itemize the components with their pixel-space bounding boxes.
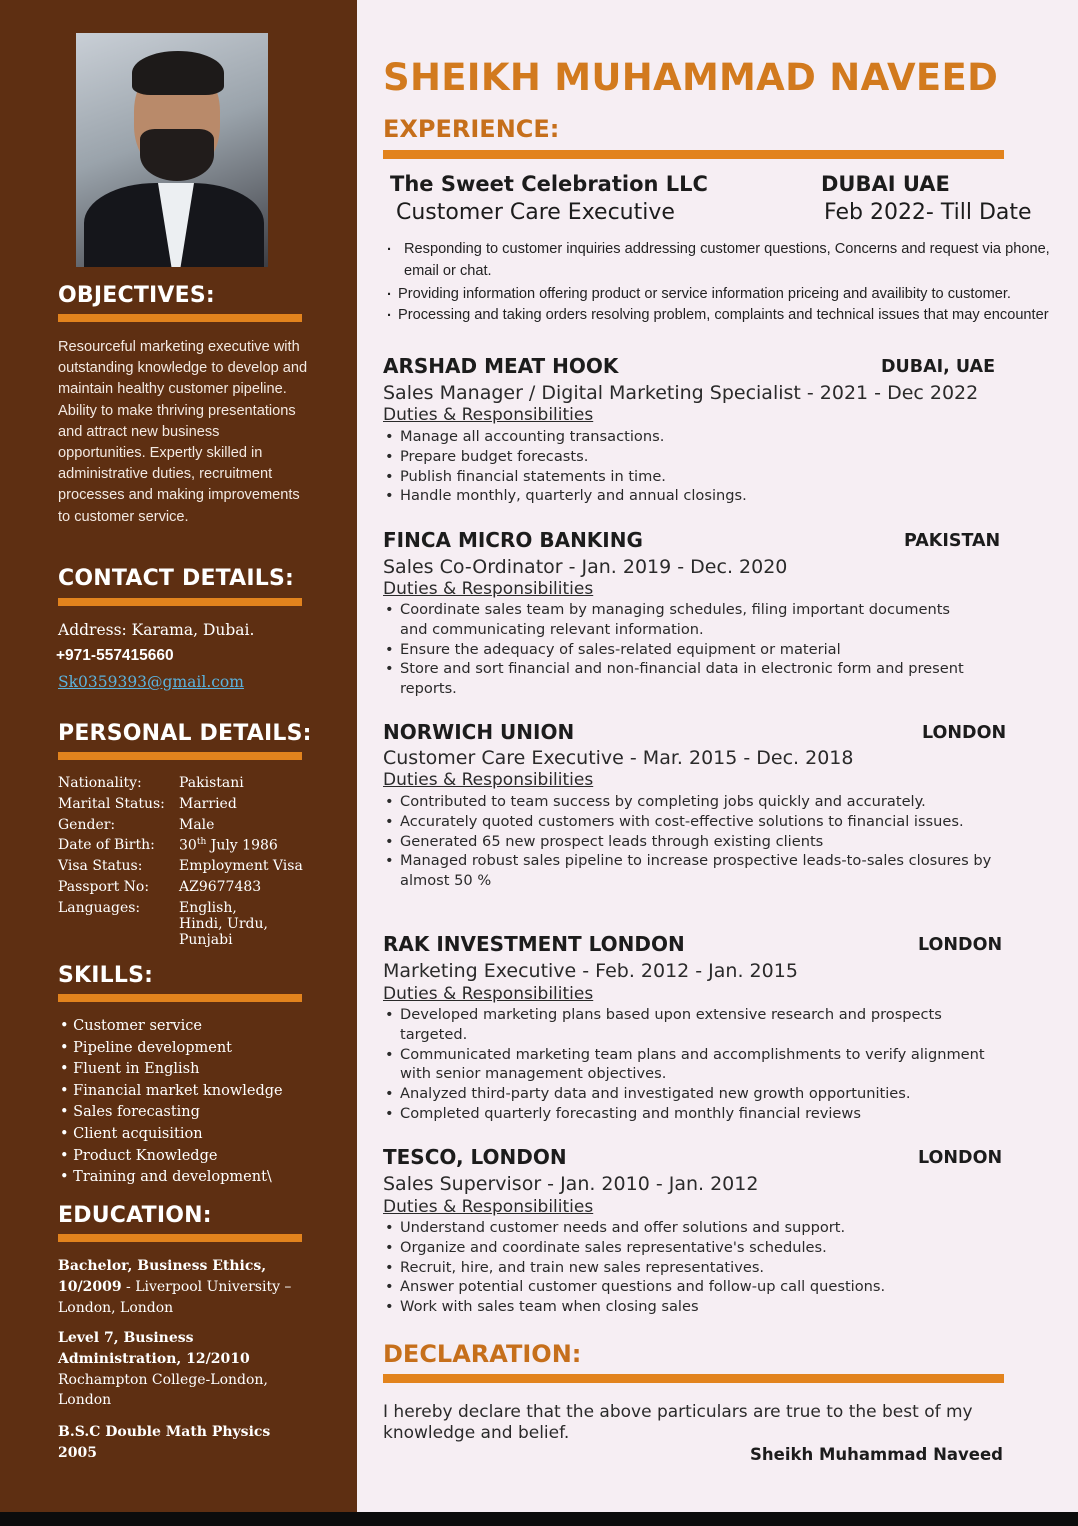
job-bullet: • Prepare budget forecasts. (383, 447, 1003, 467)
email-link[interactable]: Sk0359393@gmail.com (58, 673, 244, 691)
job-company: NORWICH UNION (383, 720, 575, 744)
education-item: B.S.C Double Math Physics 2005 (58, 1424, 271, 1461)
personal-row (58, 879, 262, 895)
personal-row (58, 817, 215, 833)
job-location: LONDON (922, 723, 1007, 743)
education-heading: EDUCATION: (58, 1203, 212, 1228)
job-bullet: • Answer potential customer questions and follow-up call questions. (383, 1277, 1003, 1297)
personal-row (58, 837, 278, 854)
job-bullets (383, 427, 1003, 506)
personal-value: AZ9677483 (179, 879, 262, 895)
personal-row (58, 858, 303, 874)
duties-label: Duties & Responsibilities (383, 1197, 594, 1217)
personal-label: Nationality: (58, 775, 142, 791)
job-bullet: • Publish financial statements in time. (383, 467, 1003, 487)
objectives-text: Resourceful marketing executive with outstanding knowledge to develop and maintain healthy customer pipeline. Ability to make thriving presentations and attract new business opportunities. Expertly skilled in administrative duties, recruitment processes and making improvements to customer service. (58, 339, 308, 525)
job-bullets (383, 600, 973, 699)
signature: Sheikh Muhammad Naveed (750, 1445, 1003, 1464)
job-bullet: • Organize and coordinate sales representative's schedules. (383, 1238, 1003, 1258)
job-bullet: . Responding to customer inquiries addressing customer questions, Concerns and request via phone, email or chat. (385, 238, 1057, 283)
skills-rule (58, 994, 302, 1002)
objectives-heading: OBJECTIVES: (58, 283, 215, 308)
job-location: LONDON (918, 1148, 1003, 1168)
job-company: The Sweet Celebration LLC (390, 172, 708, 196)
job-role: Sales Supervisor - Jan. 2010 - Jan. 2012 (383, 1173, 759, 1195)
job-role: Sales Co-Ordinator - Jan. 2019 - Dec. 2020 (383, 556, 788, 578)
job-company: ARSHAD MEAT HOOK (383, 354, 619, 378)
job-role: Customer Care Executive - Mar. 2015 - Dec. 2018 (383, 747, 854, 769)
declaration-rule (383, 1374, 1004, 1383)
duties-label: Duties & Responsibilities (383, 579, 594, 599)
objectives-rule (58, 314, 302, 322)
job-bullet: • Completed quarterly forecasting and monthly financial reviews (383, 1104, 1003, 1124)
job-role: Marketing Executive - Feb. 2012 - Jan. 2015 (383, 960, 798, 982)
job-bullet: . Providing information offering product or service information priceing and availibity to customer. (385, 283, 1057, 305)
duties-label: Duties & Responsibilities (383, 770, 594, 790)
duties-label: Duties & Responsibilities (383, 984, 594, 1004)
profile-photo (76, 33, 268, 267)
job-bullet: • Manage all accounting transactions. (383, 427, 1003, 447)
job-bullets (385, 238, 1057, 325)
experience-rule (383, 150, 1004, 159)
job-location: LONDON (918, 935, 1003, 955)
job-bullets (383, 792, 1003, 891)
skill-item: • Pipeline development (60, 1040, 233, 1056)
personal-value: Male (179, 817, 215, 833)
personal-row (58, 775, 244, 791)
job-bullet: • Communicated marketing team plans and accomplishments to verify alignment with senior management objectives. (383, 1045, 1003, 1085)
skill-item: • Training and development\ (60, 1169, 272, 1185)
job-location: DUBAI UAE (821, 172, 950, 196)
job-bullet: • Developed marketing plans based upon extensive research and prospects targeted. (383, 1005, 1003, 1045)
personal-label: Visa Status: (58, 858, 143, 874)
personal-value: Employment Visa (179, 858, 303, 874)
phone-text: +971-557415660 (56, 647, 174, 664)
personal-value: English, Hindi, Urdu, Punjabi (179, 900, 268, 948)
job-role: Sales Manager / Digital Marketing Specialist - 2021 - Dec 2022 (383, 382, 979, 404)
address-text: Address: Karama, Dubai. (58, 621, 255, 639)
skill-item: • Financial market knowledge (60, 1083, 283, 1099)
job-bullet: • Managed robust sales pipeline to increase prospective leads-to-sales closures by almost 50 % (383, 851, 1003, 891)
personal-row (58, 796, 237, 812)
skill-item: • Sales forecasting (60, 1104, 200, 1120)
job-bullets (383, 1218, 1003, 1317)
job-date: Feb 2022- Till Date (824, 200, 1032, 225)
job-bullet: • Handle monthly, quarterly and annual closings. (383, 486, 1003, 506)
job-bullet: • Generated 65 new prospect leads through existing clients (383, 832, 1003, 852)
education-item: Level 7, Business Administration, 12/2010 Rochampton College-London, London (58, 1330, 268, 1409)
job-bullet: • Work with sales team when closing sales (383, 1297, 1003, 1317)
skill-item: • Client acquisition (60, 1126, 203, 1142)
job-bullet: • Coordinate sales team by managing schedules, filing important documents and communicating relevant information. (383, 600, 973, 640)
personal-label: Date of Birth: (58, 837, 155, 853)
skills-heading: SKILLS: (58, 963, 154, 988)
experience-heading: EXPERIENCE: (383, 115, 560, 143)
contact-rule (58, 598, 302, 606)
personal-label: Marital Status: (58, 796, 165, 812)
job-bullet: . Processing and taking orders resolving problem, complaints and technical issues that may encounter (385, 305, 1057, 325)
declaration-heading: DECLARATION: (383, 1340, 582, 1368)
job-bullets (383, 1005, 1003, 1124)
declaration-text: I hereby declare that the above particulars are true to the best of my knowledge and belief. (383, 1402, 973, 1443)
job-location: PAKISTAN (904, 531, 1001, 551)
personal-label: Gender: (58, 817, 116, 833)
job-company: FINCA MICRO BANKING (383, 528, 643, 552)
personal-rule (58, 752, 302, 760)
job-bullet: • Recruit, hire, and train new sales representatives. (383, 1258, 1003, 1278)
candidate-name: SHEIKH MUHAMMAD NAVEED (383, 56, 999, 99)
personal-value: Pakistani (179, 775, 244, 791)
education-item: Bachelor, Business Ethics, 10/2009 - Liverpool University – London, London (58, 1258, 292, 1316)
personal-row (58, 900, 268, 948)
job-bullet: • Contributed to team success by completing jobs quickly and accurately. (383, 792, 1003, 812)
skill-item: • Customer service (60, 1018, 202, 1034)
job-bullet: • Analyzed third-party data and investigated new growth opportunities. (383, 1084, 1003, 1104)
personal-label: Languages: (58, 900, 141, 916)
skill-item: • Product Knowledge (60, 1148, 218, 1164)
personal-value: 30th July 1986 (179, 837, 278, 854)
job-company: RAK INVESTMENT LONDON (383, 932, 685, 956)
personal-value: Married (179, 796, 237, 812)
personal-label: Passport No: (58, 879, 150, 895)
duties-label: Duties & Responsibilities (383, 405, 594, 425)
education-rule (58, 1234, 302, 1242)
job-role: Customer Care Executive (396, 200, 675, 225)
bottom-bar (0, 1512, 1078, 1526)
job-location: DUBAI, UAE (881, 357, 996, 377)
job-company: TESCO, LONDON (383, 1145, 567, 1169)
personal-heading: PERSONAL DETAILS: (58, 721, 312, 746)
job-bullet: • Accurately quoted customers with cost-effective solutions to financial issues. (383, 812, 1003, 832)
job-bullet: • Store and sort financial and non-financial data in electronic form and present reports. (383, 659, 973, 699)
skill-item: • Fluent in English (60, 1061, 200, 1077)
job-bullet: • Ensure the adequacy of sales-related equipment or material (383, 640, 973, 660)
job-bullet: • Understand customer needs and offer solutions and support. (383, 1218, 1003, 1238)
sidebar (0, 0, 357, 1512)
contact-heading: CONTACT DETAILS: (58, 566, 295, 591)
